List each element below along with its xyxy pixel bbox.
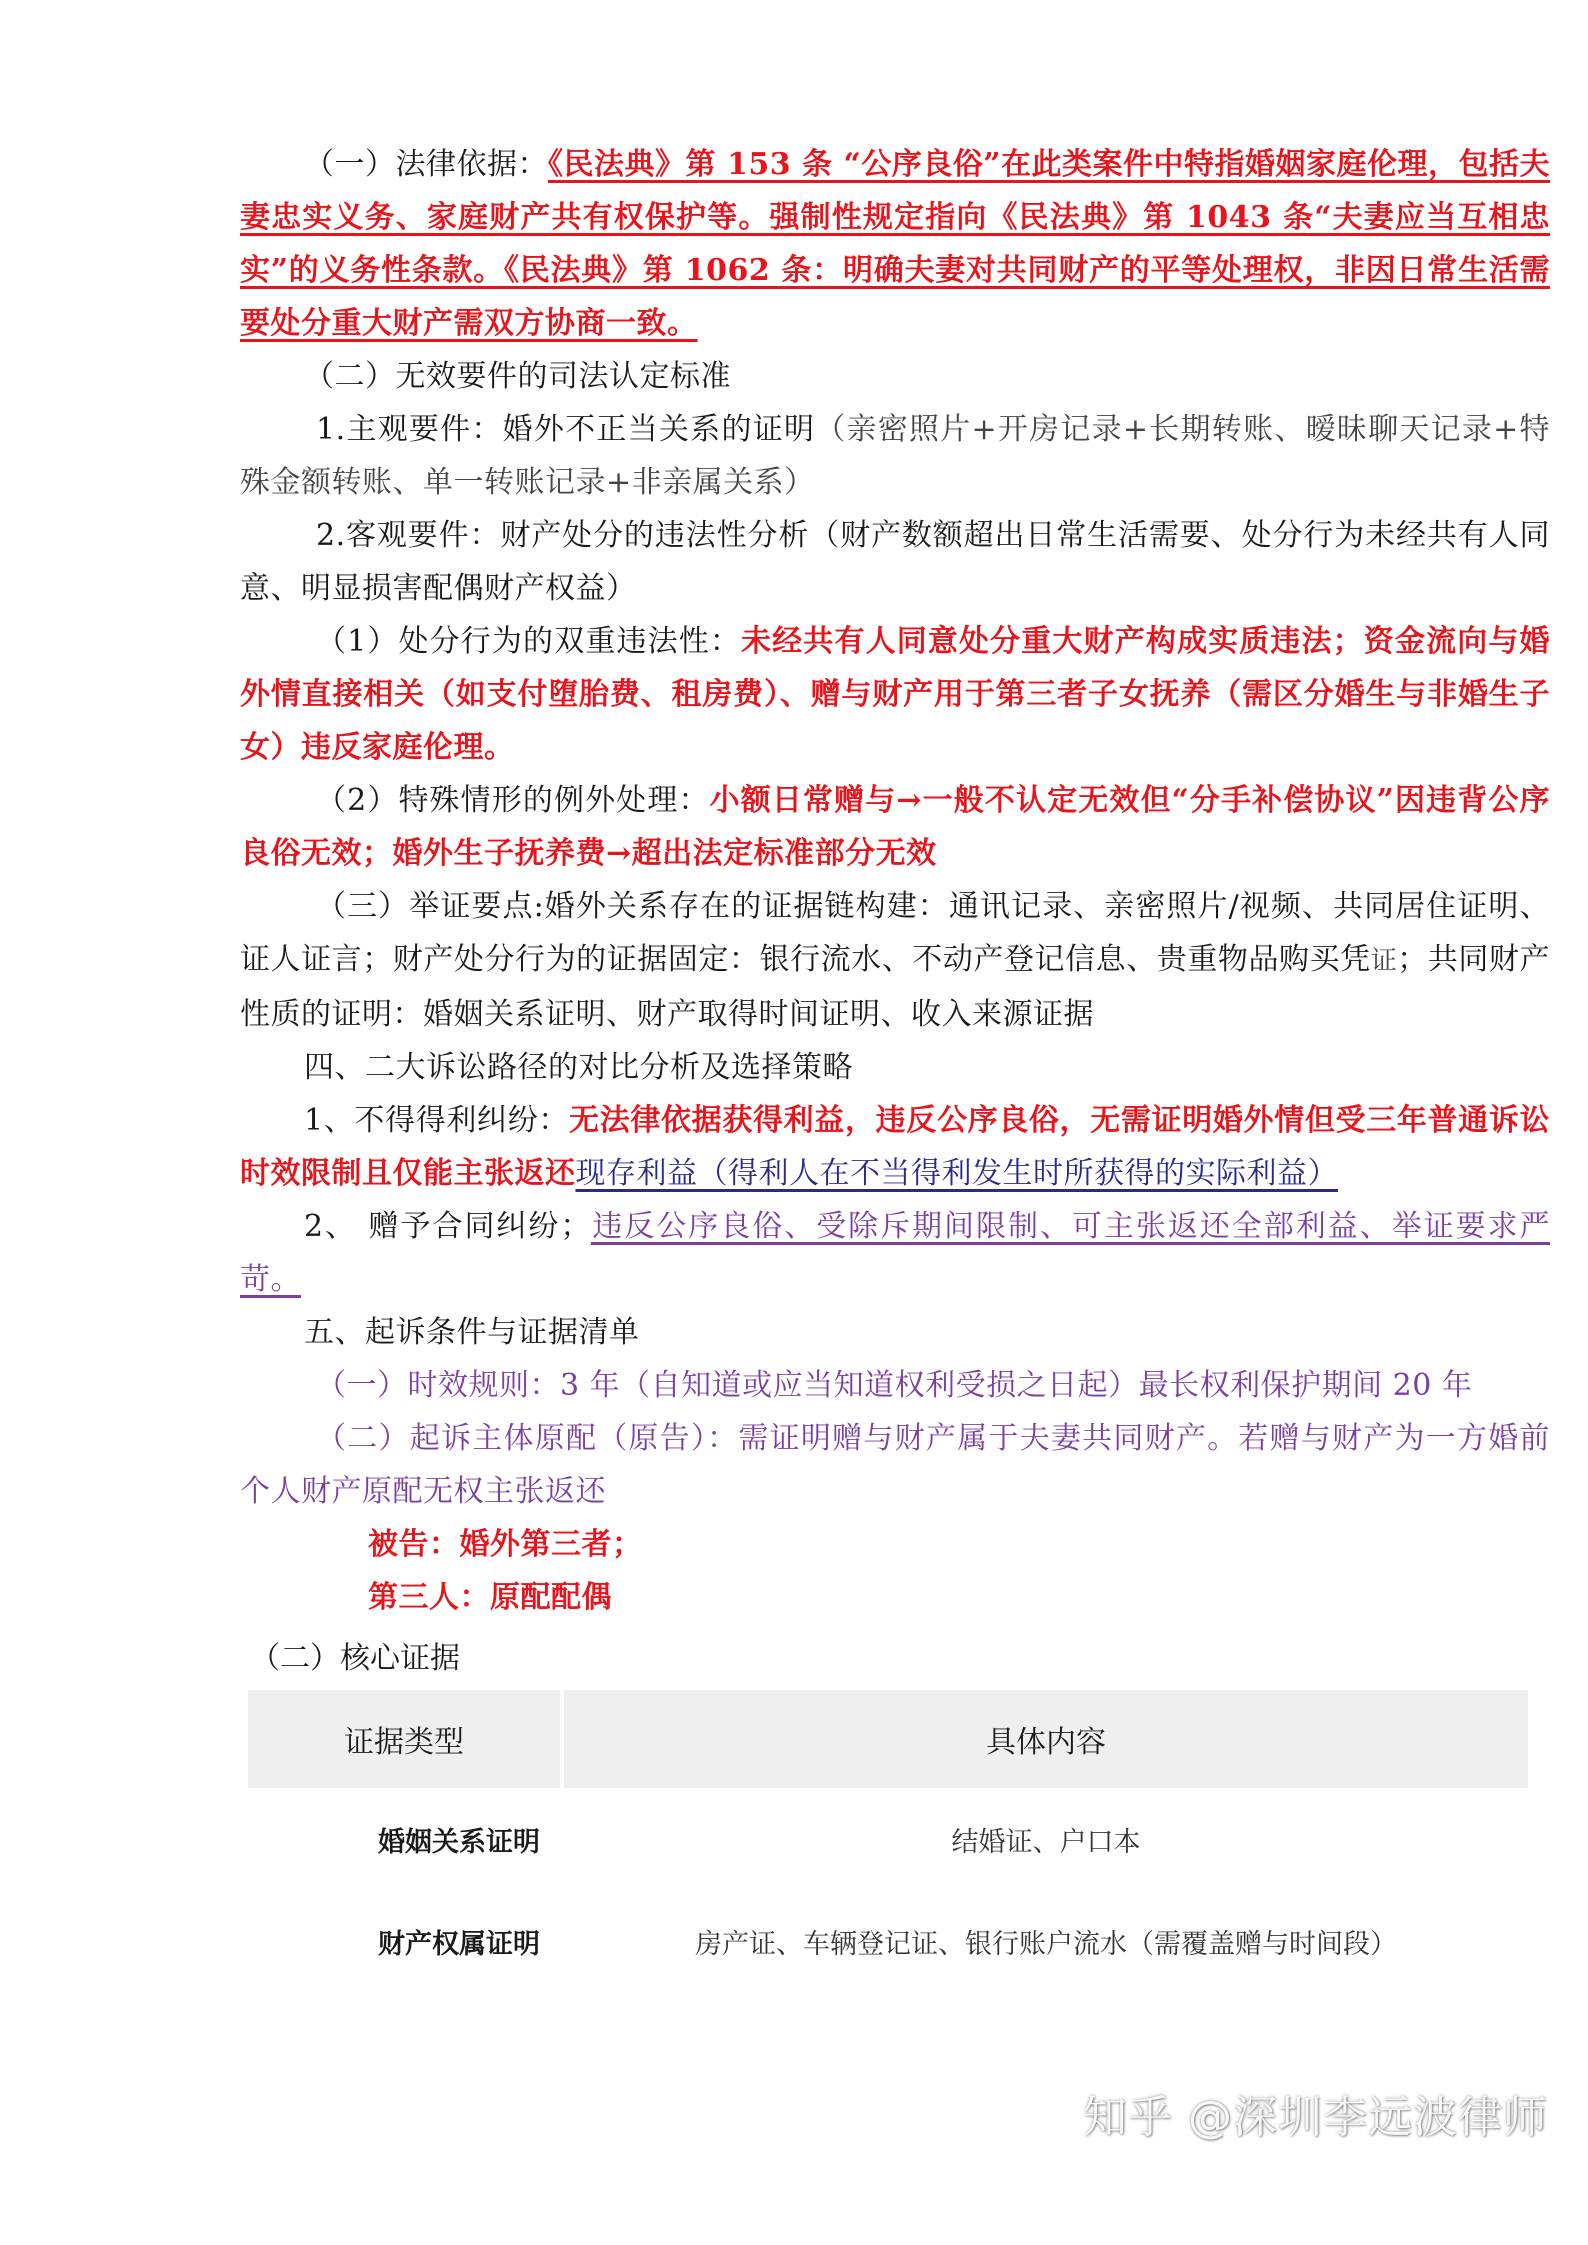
core-evidence-title: （二）核心证据 [250,1641,460,1676]
third-party-line: 第三人：原配配偶 [368,1580,612,1615]
table-header-type: 证据类型 [248,1690,560,1788]
subjective-element [240,403,1550,509]
core-evidence-table [244,1690,1532,1992]
unjust-enrichment [240,1094,1550,1200]
legal-basis-text: 《民法典》第 153 条 “公序良俗”在此类案件中特指婚姻家庭伦理，包括夫妻忠实义务、家庭财产共有权保护等。强制性规定指向《民法典》第 1043 条“夫妻应当互相忠实”的义务性条款。《民法典》第 1062 条：明确夫妻对共同财产的平等处理权，非因日常生活需要处分重大财产需双方协商一致。 [240,147,1551,341]
section-4-heading: 四、二大诉讼路径的对比分析及选择策略 [304,1050,853,1085]
table-cell-type: 婚姻关系证明 [378,1826,540,1858]
legal-basis-paragraph [240,138,1550,350]
evidence-points-text-a: （三）举证要点:婚外关系存在的证据链构建：通讯记录、亲密照片/视频、共同居住证明、证人证言；财产处分行为的证据固定：银行流水、不动产登记信息、贵重物品购买凭 [240,889,1550,977]
gift-contract [240,1200,1550,1306]
unjust-enrichment-label: 1、不得得利纠纷： [304,1103,570,1138]
subjective-element-text: （亲密照片+开房记录+长期转账、暧昧聊天记录+特殊金额转账、单一转账记录+非亲属关系） [240,412,1550,500]
dual-illegality-label: （1）处分行为的双重违法性： [316,624,742,659]
table-cell-type: 财产权属证明 [378,1928,540,1960]
subjective-element-label: 1.主观要件：婚外不正当关系的证明 [316,412,816,447]
section-2-heading: （二）无效要件的司法认定标准 [304,359,731,394]
table-header-content: 具体内容 [564,1690,1528,1788]
evidence-points-text-c: ；共同财产性质的证明：婚姻关系证明、财产取得时间证明、收入来源证据 [240,942,1550,1032]
special-cases-text: 小额日常赠与→一般不认定无效但“分手补偿协议”因违背公序良俗无效；婚外生子抚养费→超出法定标准部分无效 [240,783,1550,871]
gift-contract-label: 2、 赠予合同纠纷； [304,1209,591,1244]
table-header-row [248,1690,1528,1788]
table-row [248,1890,1528,1992]
document-body [240,138,1550,1624]
evidence-points [240,880,1550,1041]
plaintiff-rule: （二）起诉主体原配（原告）：需证明赠与财产属于夫妻共同财产。若赠与财产为一方婚前个人财产原配无权主张返还 [240,1421,1550,1509]
legal-basis-label: （一）法律依据： [304,147,549,182]
dual-illegality-text: 未经共有人同意处分重大财产构成实质违法；资金流向与婚外情直接相关（如支付堕胎费、租房费）、赠与财产用于第三者子女抚养（需区分婚生与非婚生子女）违反家庭伦理。 [240,624,1550,765]
unjust-enrichment-navy: 现存利益（得利人在不当得利发生时所获得的实际利益） [575,1156,1338,1191]
table-row [248,1788,1528,1890]
special-cases-label: （2）特殊情形的例外处理： [316,783,710,818]
evidence-points-text-b: 证 [1370,946,1398,976]
unjust-enrichment-red: 无法律依据获得利益，违反公序良俗，无需证明婚外情但受三年普通诉讼时效限制且仅能主张返还 [240,1103,1550,1191]
defendant-line: 被告：婚外第三者； [368,1527,643,1562]
table-cell-content: 结婚证、户口本 [951,1826,1141,1858]
gift-contract-text: 违反公序良俗、受除斥期间限制、可主张返还全部利益、举证要求严苛。 [240,1209,1551,1297]
section-5-heading: 五、起诉条件与证据清单 [304,1315,640,1350]
objective-element: 2.客观要件：财产处分的违法性分析（财产数额超出日常生活需要、处分行为未经共有人同意、明显损害配偶财产权益） [240,518,1550,606]
table-cell-content: 房产证、车辆登记证、银行账户流水（需覆盖赠与时间段） [695,1928,1397,1960]
dual-illegality [240,615,1550,774]
limitation-rule: （一）时效规则：3 年（自知道或应当知道权利受损之日起）最长权利保护期间 20 年 [316,1368,1473,1403]
watermark: 知乎 @深圳李远波律师 [1083,2092,1548,2143]
special-cases [240,774,1550,880]
